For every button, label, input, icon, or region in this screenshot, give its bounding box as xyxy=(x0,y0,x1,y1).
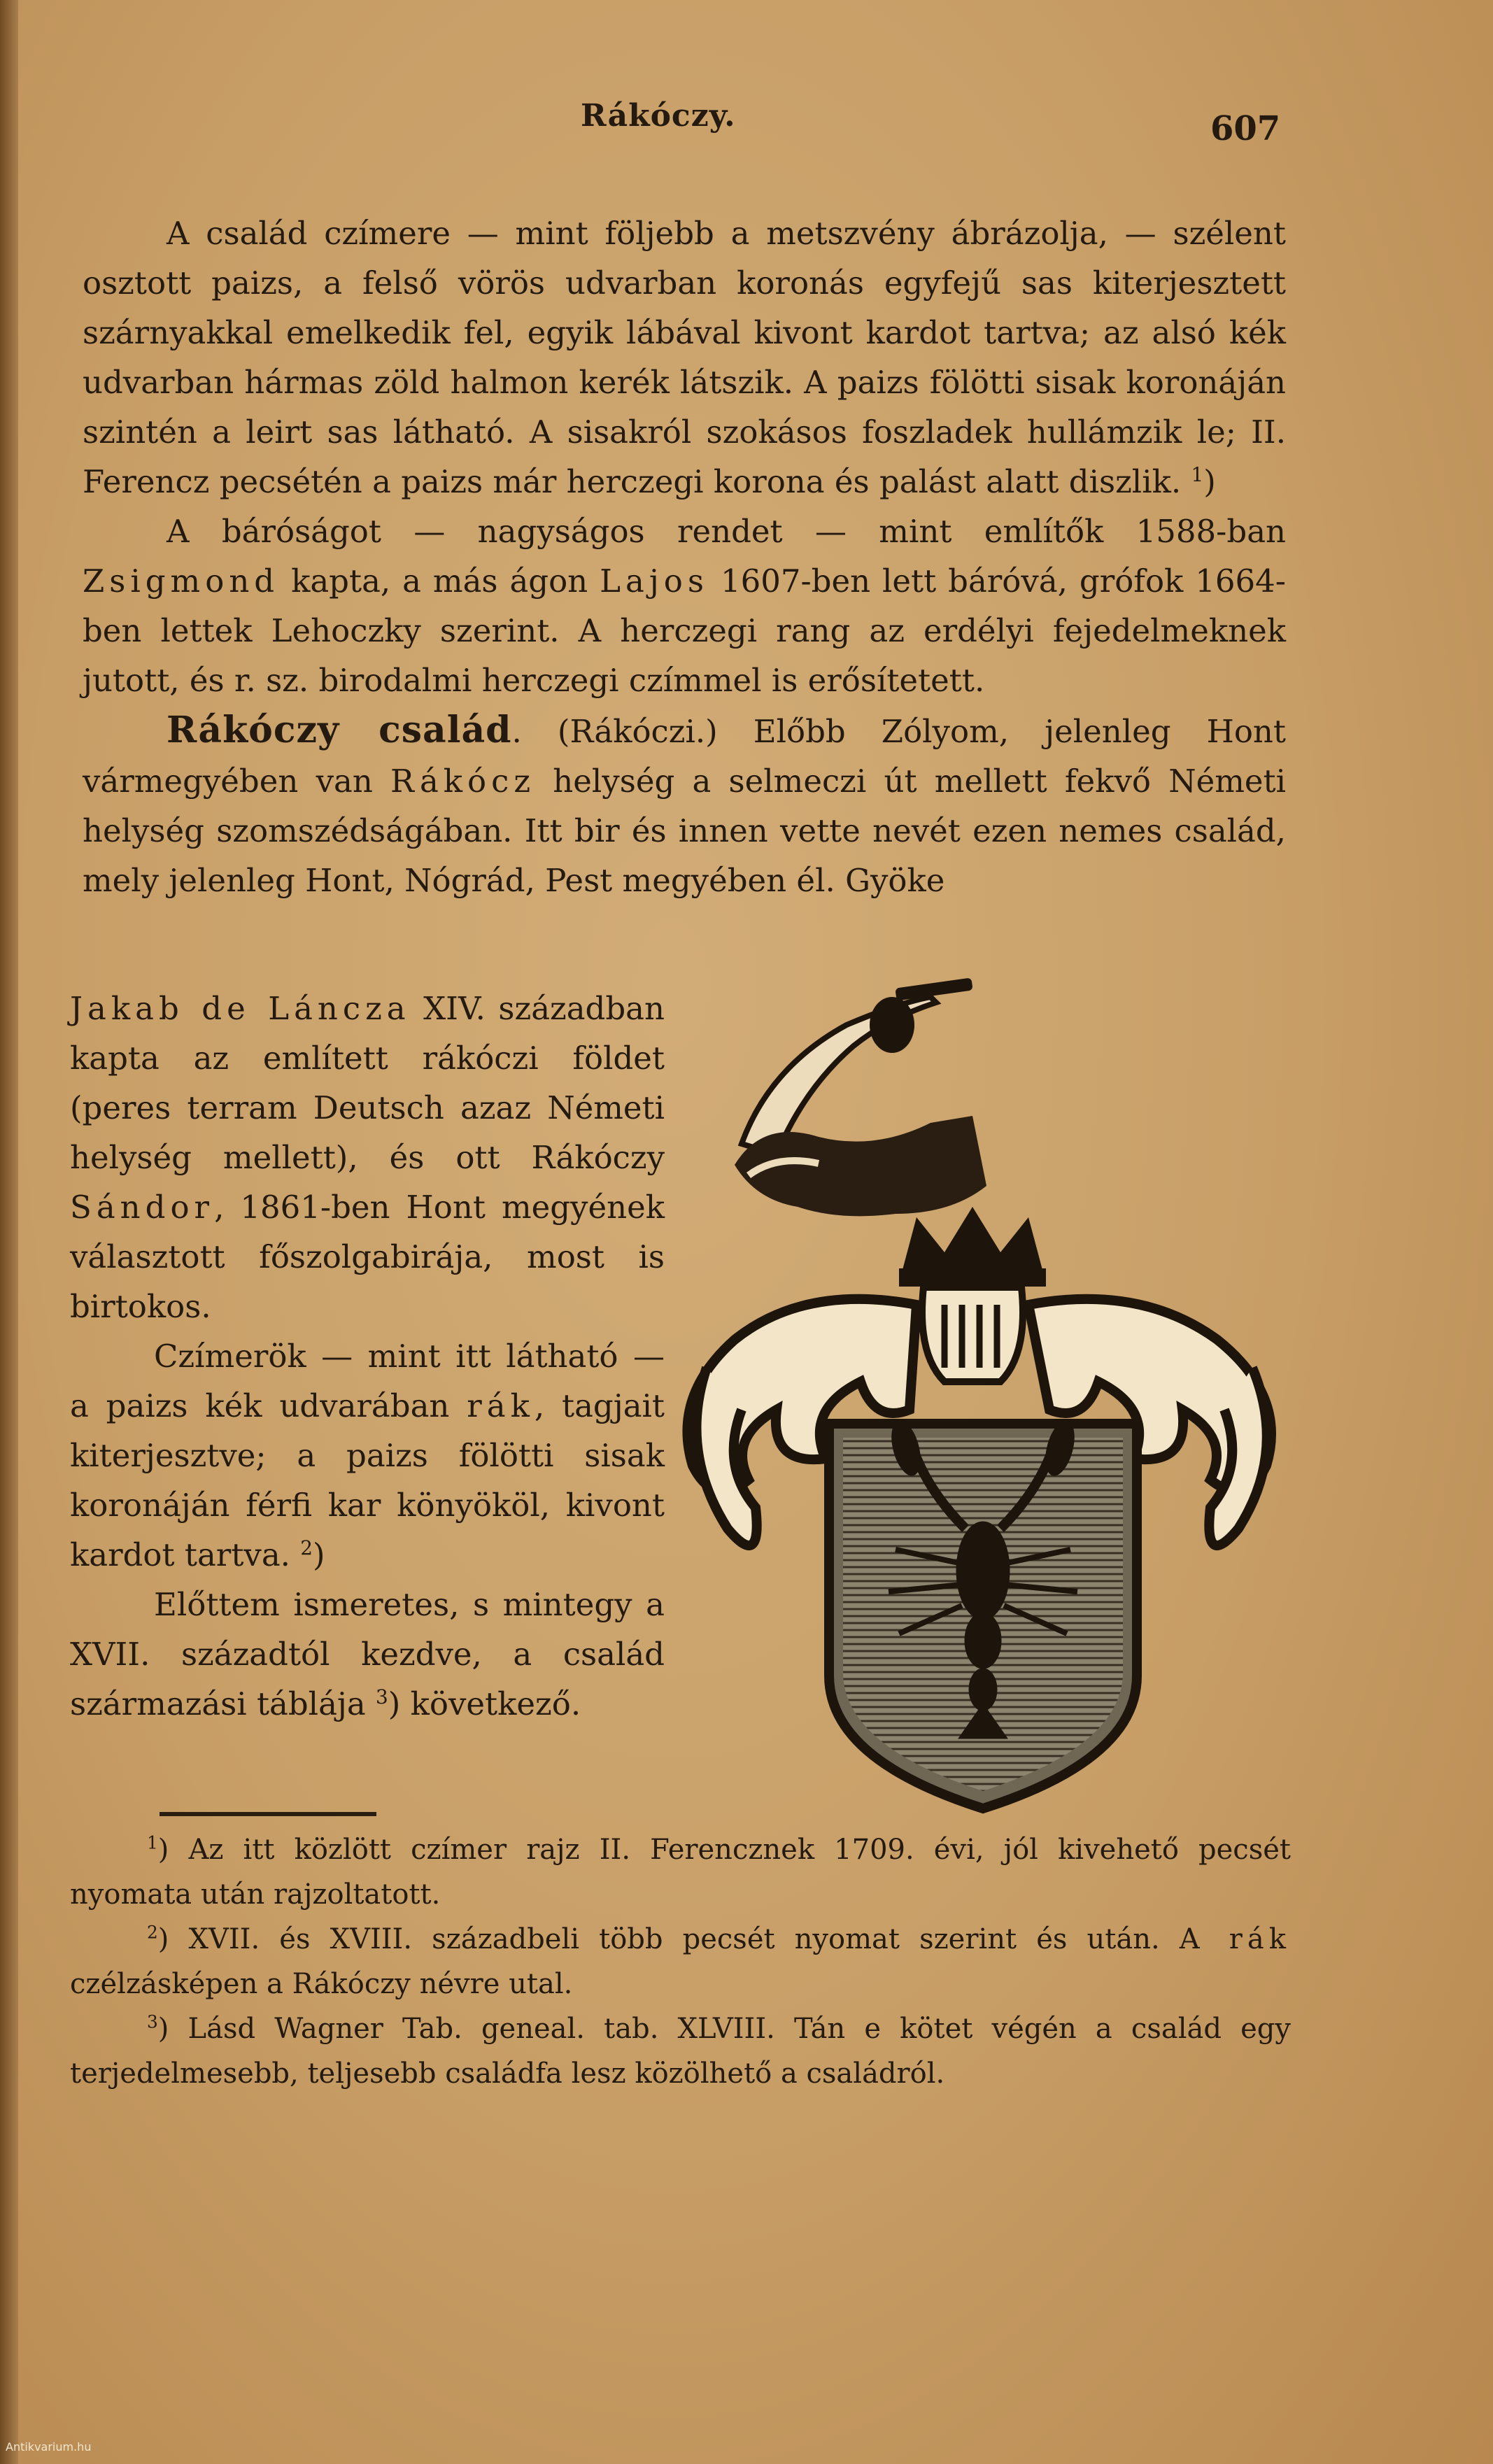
head-icon xyxy=(870,997,914,1053)
main-text-top xyxy=(83,208,1286,905)
running-title: Rákóczy. xyxy=(581,98,736,134)
place-name: Rákócz xyxy=(390,763,536,800)
page-edge xyxy=(0,0,18,2464)
person-name: Lajos xyxy=(600,562,709,600)
paragraph-text: A báróságot — nagyságos rendet — mint említők 1588-ban xyxy=(167,513,1286,550)
paragraph-text: következő. xyxy=(410,1685,581,1722)
paragraph-text: . (Rákóczi.) Előbb Zólyom, jelenleg Hont vármegyében van xyxy=(83,713,1287,800)
family-heading: Rákóczy család xyxy=(167,709,512,751)
paragraph-arms: Czímerök — mint itt látható — a paizs kék udvarában rák, tagjait kiterjesztve; a paizs fölötti sisak koronáján férfi kar könyököl, kivont kardot tartva. $^2$) xyxy=(70,1338,665,1573)
paragraph-text: , 1861-ben Hont megyének választott főszolgabirája, most is birtokos. xyxy=(70,1189,665,1325)
footnote-text: Lásd Wagner Tab. geneal. tab. XLVIII. Tán e kötet végén a család egy terjedelmesebb, teljesebb családfa lesz közölhető a családról. xyxy=(70,2013,1291,2090)
page-number: 607 xyxy=(1210,109,1281,148)
footnote-marker: 2 xyxy=(147,1922,158,1943)
footnote-1: $^1$) Az itt közlött czímer rajz II. Ferencznek 1709. évi, jól kivehető pecsét nyomata után rajzoltatott. xyxy=(70,1832,1291,1911)
watermark: Antikvarium.hu xyxy=(6,2440,92,2454)
paragraph-genealogy: Előttem ismeretes, s mintegy a XVII. századtól kezdve, a család származási táblája $^3$) következő. xyxy=(70,1586,665,1722)
paragraph-text: XIV. században kapta az említett rákóczi földet (peres terram Deutsch azaz Németi helység mellett), és ott Rákóczy xyxy=(70,990,665,1176)
narrow-column xyxy=(70,984,665,1729)
footnotes xyxy=(70,1827,1291,2096)
person-name: Sándor xyxy=(70,1189,215,1226)
emphasized-word: A rák xyxy=(1179,1923,1291,1955)
paragraph-origin xyxy=(70,984,665,1331)
person-name: Zsigmond xyxy=(83,562,280,600)
paragraph-text: A család czímere — mint följebb a metszvény ábrázolja, — szélent osztott paizs, a felső vörös udvarban koronás egyfejű sas kiterjesztett szárnyakkal emelkedik fel, egyik lábával kivont kardot tartva; az alsó kék udvarban hármas zöld halmon kerék látszik. A paizs fölötti sisak koronáján szintén a leirt sas látható. A sisakról szokásos foszladek hullámzik le; II. Ferencz pecsétén a paizs már herczegi korona és palást alatt diszlik. xyxy=(83,215,1286,500)
footnote-marker: 3 xyxy=(147,2011,158,2032)
footnote-2: $^2$) XVII. és XVIII. századbeli több pecsét nyomat szerint és után. A rák czélzásképen a Rákóczy névre utal. xyxy=(70,1922,1291,2000)
footnote-ref: 2 xyxy=(300,1536,313,1559)
crown-icon xyxy=(903,1207,1042,1270)
paragraph-text: , tagjait kiterjesztve; a paizs fölötti sisak koronáján férfi kar könyököl, kivont kardot tartva. xyxy=(70,1387,665,1573)
paragraph-text: 1607-ben lett báróvá, grófok 1664-ben lettek Lehoczky szerint. A herczegi rang az erdélyi fejedelmeknek jutott, és r. sz. birodalmi herczegi czímmel is erősítetett. xyxy=(83,562,1286,699)
paragraph-barony xyxy=(83,507,1286,705)
footnote-ref: 3 xyxy=(376,1685,388,1708)
footnote-text: Az itt közlött czímer rajz II. Ferencznek 1709. évi, jól kivehető pecsét nyomata után rajzoltatott. xyxy=(70,1834,1291,1911)
person-name: Jakab de Láncza xyxy=(70,990,411,1027)
paragraph-text: helység a selmeczi út mellett fekvő Németi helység szomszédságában. Itt bir és innen vette nevét ezen nemes család, mely jelenleg Hont, Nógrád, Pest megyében él. Gyöke xyxy=(83,763,1286,899)
coat-of-arms-crayfish-icon xyxy=(665,976,1301,1822)
paragraph-coat-description: A család czímere — mint följebb a metszvény ábrázolja, — szélent osztott paizs, a felső vörös udvarban koronás egyfejű sas kiterjesztett szárnyakkal emelkedik fel, egyik lábával kivont kardot tartva; az alsó kék udvarban hármas zöld halmon kerék látszik. A paizs fölötti sisak koronáján szintén a leirt sas látható. A sisakról szokásos foszladek hullámzik le; II. Ferencz pecsétén a paizs már herczegi korona és palást alatt diszlik. $^1$) xyxy=(83,215,1286,500)
paragraph-text: kapta, a más ágon xyxy=(291,562,588,600)
paragraph-text: Előttem ismeretes, s mintegy a XVII. századtól kezdve, a család származási táblája xyxy=(70,1586,665,1722)
footnote-rule xyxy=(160,1812,376,1816)
footnote-3: $^3$) Lásd Wagner Tab. geneal. tab. XLVIII. Tán e kötet végén a család egy terjedelmesebb, teljesebb családfa lesz közölhető a családról. xyxy=(70,2011,1291,2090)
helmet-icon xyxy=(922,1287,1023,1382)
footnote-marker: 1 xyxy=(147,1832,158,1853)
footnote-text: XVII. és XVIII. századbeli több pecsét nyomat szerint és után. xyxy=(188,1923,1160,1955)
emphasized-word: rák xyxy=(467,1387,535,1424)
footnote-ref: 1 xyxy=(1191,463,1204,486)
paragraph-family-intro xyxy=(83,705,1286,905)
footnote-text: czélzásképen a Rákóczy névre utal. xyxy=(70,1968,573,2000)
paragraph-text: Czímerök — mint itt látható — a paizs kék udvarában xyxy=(70,1338,665,1424)
